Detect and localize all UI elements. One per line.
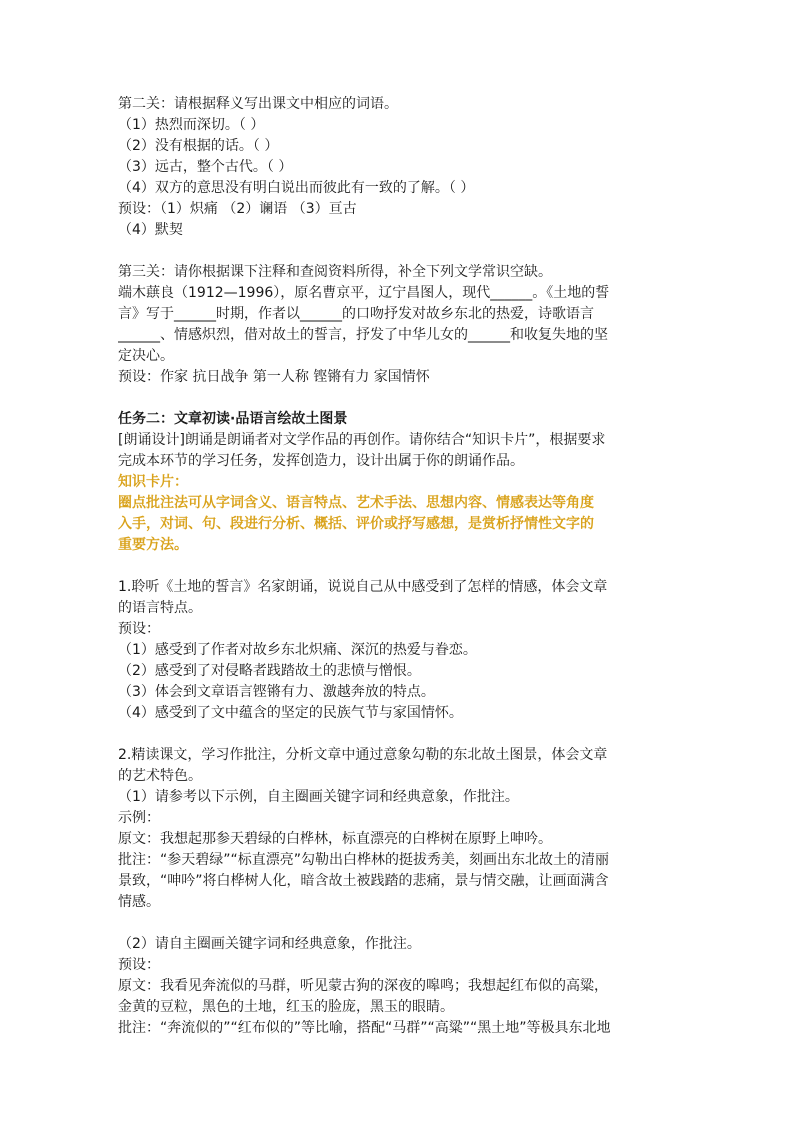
- section3-title: 第三关：请你根据课下注释和查阅资料所得，补全下列文学常识空缺。: [118, 264, 552, 280]
- example-label: 示例：: [118, 810, 160, 826]
- knowledge-card-title: 知识卡片：: [118, 474, 188, 490]
- q2-preset: 预设：: [118, 957, 160, 973]
- section2-answer: 预设：（1）炽痛 （2）谰语 （3）亘古: [118, 201, 357, 217]
- q2-sub1: （1）请参考以下示例，自主圈画关键字词和经典意象，作批注。: [118, 789, 519, 805]
- task2-intro-line: 完成本环节的学习任务，发挥创造力，设计出属于你的朗诵作品。: [118, 453, 524, 469]
- knowledge-card-line: 入手，对词、句、段进行分析、概括、评价或抒写感想，是赏析抒情性文字的: [118, 516, 594, 532]
- section2-title: 第二关：请根据释义写出课文中相应的词语。: [118, 96, 398, 112]
- section3-text-line: ______、情感炽烈，借对故土的誓言，抒发了中华儿女的______和收复失地的坚: [118, 327, 608, 343]
- section2-item: （2）没有根据的话。（ ）: [118, 138, 279, 154]
- section3-text-line: 言》写于______时期，作者以______的口吻抒发对故乡东北的热爱，诗歌语言: [118, 306, 594, 322]
- knowledge-card-line: 圈点批注法可从字词含义、语言特点、艺术手法、思想内容、情感表达等角度: [118, 495, 594, 511]
- section2-item: （1）热烈而深切。（ ）: [118, 117, 265, 133]
- q1-answer: （2）感受到了对侵略者践踏故土的悲愤与憎恨。: [118, 663, 421, 679]
- q2-note-line: 批注：“奔流似的”“红布似的”等比喻，搭配“马群”“高粱”“黑土地”等极具东北地: [118, 1020, 611, 1036]
- q1-line: 的语言特点。: [118, 600, 202, 616]
- section2-answer: （4）默契: [118, 222, 183, 238]
- example-note-line: 景致，“呻吟”将白桦树人化，暗含故土被践踏的悲痛，景与情交融，让画面满含: [118, 873, 609, 889]
- q1-preset: 预设：: [118, 621, 160, 637]
- example-note-line: 批注：“参天碧绿”“标直漂亮”勾勒出白桦林的挺拔秀美，刻画出东北故土的清丽: [118, 852, 610, 868]
- section2-item: （3）远古，整个古代。（ ）: [118, 159, 293, 175]
- q2-line: 2.精读课文，学习作批注，分析文章中通过意象勾勒的东北故土图景，体会文章: [118, 747, 608, 763]
- section3-answer: 预设：作家 抗日战争 第一人称 铿锵有力 家国情怀: [118, 369, 430, 385]
- q2-line: 的艺术特色。: [118, 768, 202, 784]
- q2-sub2: （2）请自主圈画关键字词和经典意象，作批注。: [118, 936, 421, 952]
- example-note-line: 情感。: [118, 894, 160, 910]
- q1-line: 1.聆听《土地的誓言》名家朗诵，说说自己从中感受到了怎样的情感，体会文章: [118, 579, 608, 595]
- task2-intro-line: [朗诵设计]朗诵是朗诵者对文学作品的再创作。请你结合“知识卡片”，根据要求: [118, 432, 606, 448]
- task2-title: 任务二：文章初读·品语言绘故土图景: [118, 411, 348, 427]
- q1-answer: （1）感受到了作者对故乡东北炽痛、深沉的热爱与眷恋。: [118, 642, 477, 658]
- q2-original-line: 金黄的豆粒，黑色的土地，红玉的脸庞，黑玉的眼睛。: [118, 999, 454, 1015]
- q2-original-line: 原文：我看见奔流似的马群，听见蒙古狗的深夜的嗥鸣；我想起红布似的高粱，: [118, 978, 608, 994]
- document-body: [118, 94, 678, 1039]
- q1-answer: （4）感受到了文中蕴含的坚定的民族气节与家国情怀。: [118, 705, 463, 721]
- section2-item: （4）双方的意思没有明白说出而彼此有一致的了解。（ ）: [118, 180, 475, 196]
- example-original: 原文：我想起那参天碧绿的白桦林，标直漂亮的白桦树在原野上呻吟。: [118, 831, 552, 847]
- q1-answer: （3）体会到文章语言铿锵有力、激越奔放的特点。: [118, 684, 435, 700]
- knowledge-card-line: 重要方法。: [118, 537, 188, 553]
- section3-text-line: 端木蕻良（1912—1996），原名曹京平，辽宁昌图人，现代______。《土地的誓: [118, 285, 610, 301]
- section3-text-line: 定决心。: [118, 348, 174, 364]
